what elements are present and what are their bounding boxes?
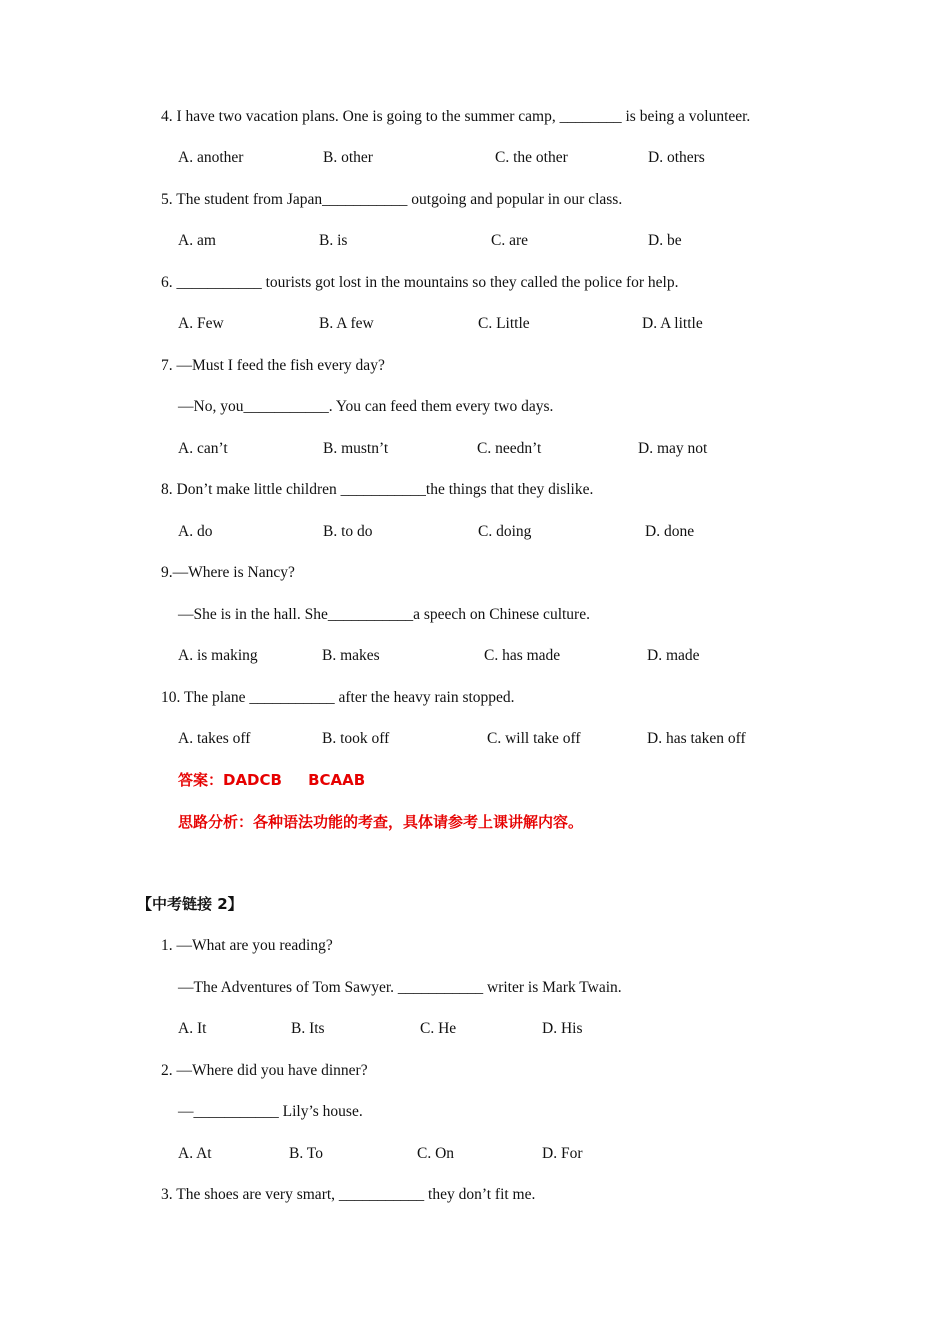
question-4-option-b: B. other	[323, 149, 373, 166]
question-6-stem: 6. ___________ tourists got lost in the mountains so they called the police for help.	[161, 274, 679, 291]
question-7-option-a: A. can’t	[178, 440, 228, 457]
link-question-2-option-c: C. On	[417, 1145, 455, 1162]
question-9-stem: 9.—Where is Nancy?	[161, 564, 295, 581]
link-question-1-option-d: D. His	[542, 1020, 583, 1037]
answer-key: 答案：DADCB BCAAB	[178, 771, 366, 789]
question-10-option-a: A. takes off	[178, 730, 251, 747]
link-question-1-option-a: A. It	[178, 1020, 207, 1037]
link-question-1-reply: —The Adventures of Tom Sawyer. ___________ writer is Mark Twain.	[178, 979, 622, 996]
question-9-option-b: B. makes	[322, 647, 380, 664]
question-4-option-a: A. another	[178, 149, 244, 166]
answer-analysis: 思路分析：各种语法功能的考查，具体请参考上课讲解内容。	[178, 813, 584, 831]
question-8-option-a: A. do	[178, 523, 213, 540]
section-title: 【中考链接 2】	[137, 895, 243, 913]
link-question-1-option-b: B. Its	[291, 1020, 325, 1037]
question-6-option-a: A. Few	[178, 315, 224, 332]
link-question-1-option-c: C. He	[420, 1020, 457, 1037]
question-4-option-c: C. the other	[495, 149, 568, 166]
question-7-option-b: B. mustn’t	[323, 440, 389, 457]
link-question-2-stem: 2. —Where did you have dinner?	[161, 1062, 368, 1079]
link-question-2-option-a: A. At	[178, 1145, 212, 1162]
link-question-1-stem: 1. —What are you reading?	[161, 937, 333, 954]
question-4-option-d: D. others	[648, 149, 705, 166]
question-7-stem: 7. —Must I feed the fish every day?	[161, 357, 385, 374]
question-9-option-a: A. is making	[178, 647, 258, 664]
question-7-option-d: D. may not	[638, 440, 708, 457]
question-5-option-b: B. is	[319, 232, 348, 249]
link-question-2-option-d: D. For	[542, 1145, 583, 1162]
link-question-2-option-b: B. To	[289, 1145, 323, 1162]
question-8-stem: 8. Don’t make little children ___________the things that they dislike.	[161, 481, 594, 498]
question-5-option-d: D. be	[648, 232, 682, 249]
question-5-option-a: A. am	[178, 232, 216, 249]
question-10-option-b: B. took off	[322, 730, 390, 747]
question-7-reply: —No, you___________. You can feed them every two days.	[178, 398, 554, 415]
question-9-reply: —She is in the hall. She___________a speech on Chinese culture.	[178, 606, 590, 623]
question-5-option-c: C. are	[491, 232, 529, 249]
question-5-stem: 5. The student from Japan___________ outgoing and popular in our class.	[161, 191, 623, 208]
question-7-option-c: C. needn’t	[477, 440, 542, 457]
link-question-3-stem: 3. The shoes are very smart, ___________ they don’t fit me.	[161, 1186, 536, 1203]
question-10-option-d: D. has taken off	[647, 730, 746, 747]
question-6-option-c: C. Little	[478, 315, 530, 332]
question-6-option-b: B. A few	[319, 315, 374, 332]
question-8-option-c: C. doing	[478, 523, 532, 540]
question-10-stem: 10. The plane ___________ after the heavy rain stopped.	[161, 689, 515, 706]
question-4-stem: 4. I have two vacation plans. One is going to the summer camp, ________ is being a volunteer.	[161, 108, 751, 125]
question-9-option-d: D. made	[647, 647, 700, 664]
question-9-option-c: C. has made	[484, 647, 561, 664]
question-6-option-d: D. A little	[642, 315, 703, 332]
question-10-option-c: C. will take off	[487, 730, 581, 747]
link-question-2-reply: —___________ Lily’s house.	[178, 1103, 363, 1120]
question-8-option-d: D. done	[645, 523, 695, 540]
question-8-option-b: B. to do	[323, 523, 373, 540]
